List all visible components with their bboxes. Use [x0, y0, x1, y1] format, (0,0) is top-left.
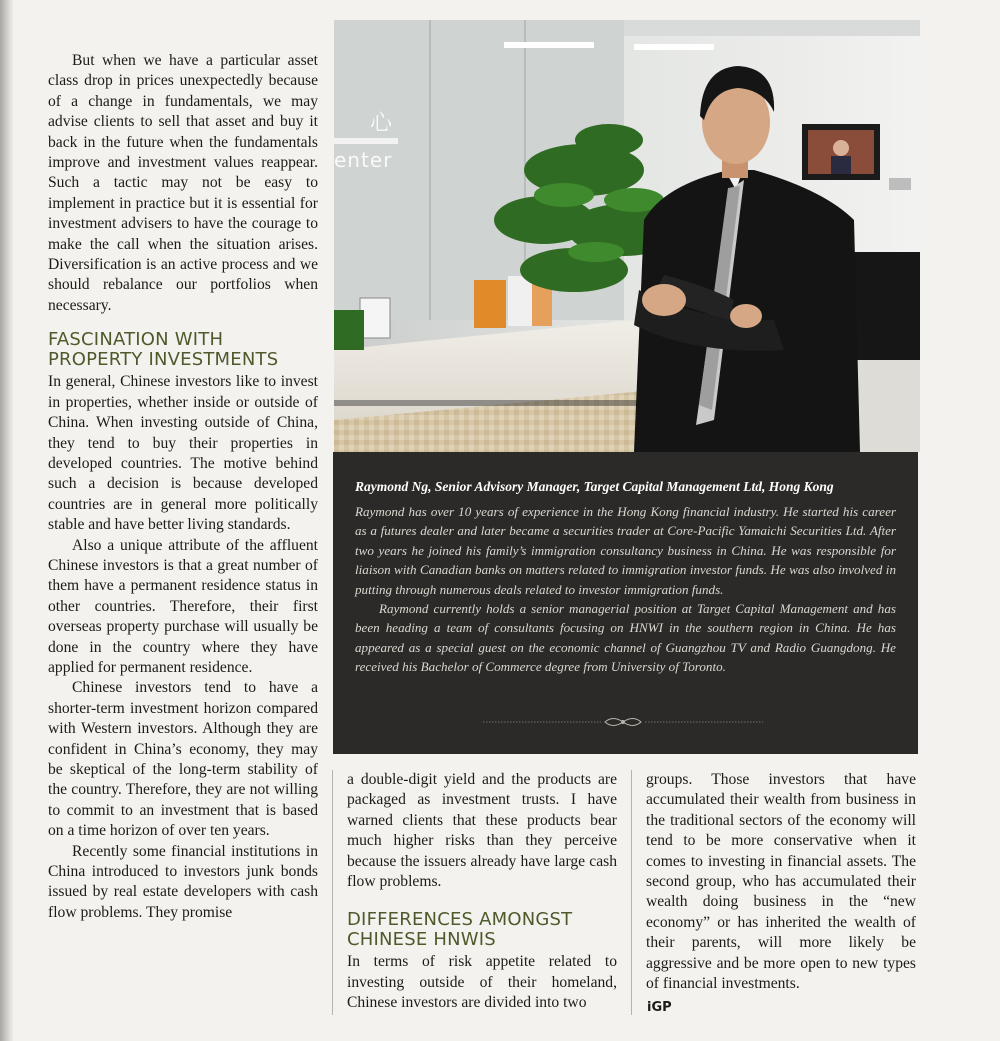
paragraph: a double-digit yield and the products are packaged as investment trusts. I have warned clients that these products bear much higher risks than they perceive because the issuers already have large cash flow problems. — [347, 771, 617, 891]
caption-paragraph: Raymond currently holds a senior managerial position at Target Capital Management and has been heading a team of consultants focusing on HNWI in the southern region in China. He has appeared as a special guest on the economic channel of Guangzhou TV and Radio Guangdong. He received his Bachelor of Commerce degree from University of Toronto. — [355, 601, 896, 675]
wall-sign-text: enter — [334, 148, 393, 172]
paragraph: But when we have a particular asset class drop in prices unexpectedly because of a change in fundamentals, we may advise clients to sell that asset and buy it back in the future when the fundamentals improve and investment values reappear. Such a tactic may not be easy to implement in practice but it is essential for investment advisers to have the courage to make the call when the situation arises. Diversification is an active process and we should rebalance our portfolios when necessary. — [48, 52, 318, 314]
heading-line: PROPERTY INVESTMENTS — [48, 349, 279, 371]
text-column-1 — [48, 51, 318, 923]
paragraph: In general, Chinese investors like to invest in properties, whether inside or outside of China. When investing outside of China, they tend to buy their properties in developed countries. The motive behind such a decision is because developed countries are in general more politically stable and have better living standards. — [48, 373, 318, 534]
wall-sign-character: 心 — [370, 111, 394, 136]
paragraph: groups. Those investors that have accumulated their wealth from business in the traditional sectors of the economy will tend to be more conservative when it comes to investing in financial assets. The second group, who has accumulated their wealth doing business in the “new economy” or has inherited the wealth of their parents, will more likely be aggressive and be more open to new types of financial investments. — [646, 771, 916, 993]
heading-line: DIFFERENCES AMONGST — [347, 909, 573, 931]
text-column-2 — [347, 770, 617, 1014]
section-heading-property — [48, 330, 318, 370]
caption-paragraph: Raymond has over 10 years of experience in the Hong Kong financial industry. He started his career as a futures dealer and later became a securities trader at Core-Pacific Yamaichi Securities Ltd. After two years he joined his family’s immigration consultancy business in China. He was responsible for liaison with Canadian banks on matters related to immigration investor funds. He was also involved in putting through numerous deals related to investor immigration funds. — [355, 504, 896, 597]
heading-line: FASCINATION WITH — [48, 329, 224, 351]
page-binding-shadow — [0, 0, 14, 1041]
column-divider — [332, 770, 333, 1015]
paragraph: In terms of risk appetite related to investing outside of their homeland, Chinese investors are divided into two — [347, 953, 617, 1012]
paragraph: Recently some financial institutions in China introduced to investors junk bonds issued by real estate developers with cash flow problems. They promise — [48, 842, 318, 921]
section-heading-differences — [347, 910, 617, 950]
end-of-article-mark: iGP — [647, 1000, 672, 1015]
paragraph: Chinese investors tend to have a shorter-term investment horizon compared with Western investors. Although they are confident in China’s economy, they may be skeptical of the long-term stability of the country. Therefore, they are not willing to commit to an investment that is based on a time horizon of over ten years. — [48, 679, 318, 840]
column-divider — [631, 770, 632, 1015]
profile-caption-box — [333, 452, 918, 754]
ornament-divider-icon — [483, 714, 763, 730]
portrait-photo — [334, 20, 920, 452]
caption-title: Raymond Ng, Senior Advisory Manager, Target Capital Management Ltd, Hong Kong — [355, 479, 834, 494]
paragraph: Also a unique attribute of the affluent Chinese investors is that a great number of them have a permanent residence status in other countries. Therefore, their first overseas property purchase will usually be done in the country where they have applied for permanent residence. — [48, 536, 318, 676]
office-scene-illustration — [334, 20, 920, 452]
text-column-3 — [646, 770, 916, 994]
heading-line: CHINESE HNWIS — [347, 929, 496, 951]
